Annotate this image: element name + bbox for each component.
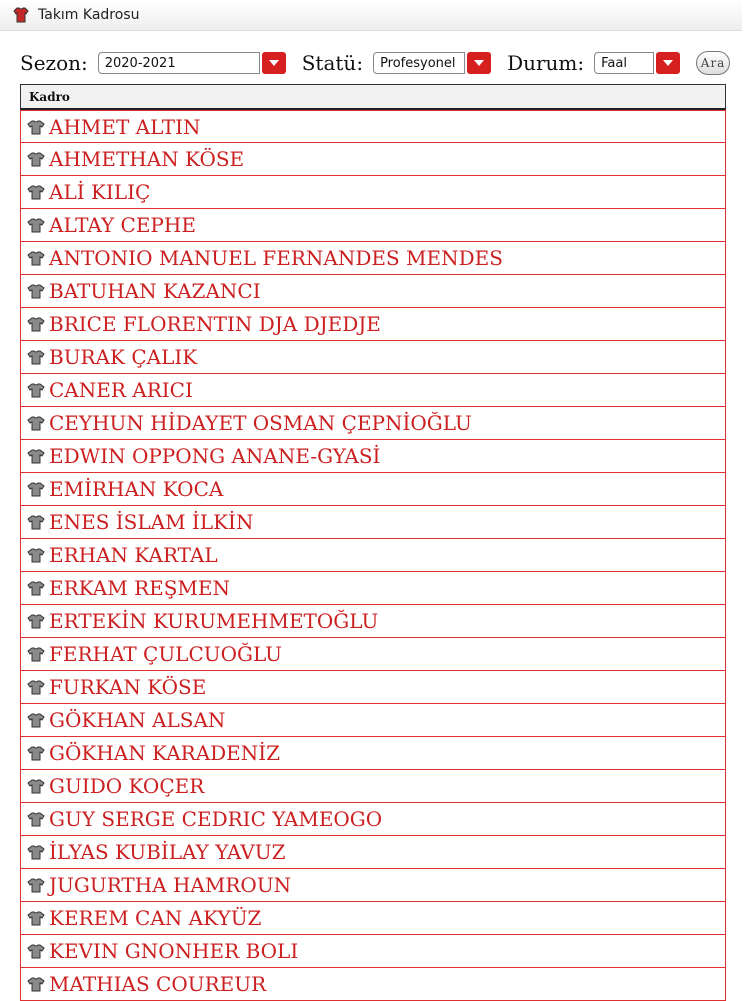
jersey-icon (25, 414, 47, 432)
search-button[interactable]: Ara (696, 51, 730, 75)
table-row[interactable] (20, 572, 726, 605)
table-row[interactable] (20, 242, 726, 275)
player-link[interactable]: EMİRHAN KOCA (49, 477, 224, 501)
status-select[interactable] (373, 52, 491, 74)
player-link[interactable]: İLYAS KUBİLAY YAVUZ (49, 840, 286, 864)
table-header: Kadro (20, 84, 726, 110)
table-row[interactable] (20, 407, 726, 440)
player-link[interactable]: BATUHAN KAZANCI (49, 279, 261, 303)
player-link[interactable]: KEVIN GNONHER BOLI (49, 939, 299, 963)
player-link[interactable]: GUIDO KOÇER (49, 774, 205, 798)
player-list (20, 110, 726, 1001)
player-link[interactable]: FURKAN KÖSE (49, 675, 207, 699)
jersey-icon (25, 183, 47, 201)
table-row[interactable] (20, 308, 726, 341)
table-row[interactable] (20, 539, 726, 572)
player-link[interactable]: CEYHUN HİDAYET OSMAN ÇEPNİOĞLU (49, 411, 472, 435)
player-link[interactable]: FERHAT ÇULCUOĞLU (49, 642, 283, 666)
table-row[interactable] (20, 704, 726, 737)
player-link[interactable]: GUY SERGE CEDRIC YAMEOGO (49, 807, 383, 831)
jersey-icon (25, 744, 47, 762)
jersey-icon (25, 150, 47, 168)
jersey-icon (25, 777, 47, 795)
jersey-icon (25, 216, 47, 234)
jersey-icon (25, 348, 47, 366)
season-select-value[interactable]: 2020-2021 (98, 52, 260, 74)
table-row[interactable] (20, 803, 726, 836)
jersey-icon (25, 678, 47, 696)
table-row[interactable] (20, 374, 726, 407)
table-row[interactable] (20, 968, 726, 1001)
table-row[interactable] (20, 506, 726, 539)
jersey-icon (25, 645, 47, 663)
roster-table (20, 84, 726, 1001)
table-row[interactable] (20, 737, 726, 770)
jersey-icon (25, 480, 47, 498)
jersey-icon (25, 711, 47, 729)
chevron-down-icon[interactable] (656, 52, 680, 74)
player-link[interactable]: GÖKHAN KARADENİZ (49, 741, 281, 765)
table-row[interactable] (20, 440, 726, 473)
table-row[interactable] (20, 770, 726, 803)
table-row[interactable] (20, 638, 726, 671)
jersey-icon (12, 6, 30, 24)
chevron-down-icon[interactable] (262, 52, 286, 74)
season-select[interactable] (98, 52, 286, 74)
filter-row (20, 46, 730, 80)
jersey-icon (25, 579, 47, 597)
jersey-icon (25, 282, 47, 300)
jersey-icon (25, 315, 47, 333)
table-row[interactable] (20, 176, 726, 209)
status-label: Statü: (301, 51, 364, 75)
table-row[interactable] (20, 341, 726, 374)
player-link[interactable]: JUGURTHA HAMROUN (49, 873, 292, 897)
player-link[interactable]: CANER ARICI (49, 378, 193, 402)
jersey-icon (25, 612, 47, 630)
player-link[interactable]: BURAK ÇALIK (49, 345, 198, 369)
table-row[interactable] (20, 605, 726, 638)
player-link[interactable]: ALİ KILIÇ (49, 180, 151, 204)
table-row[interactable] (20, 836, 726, 869)
player-link[interactable]: GÖKHAN ALSAN (49, 708, 226, 732)
player-link[interactable]: MATHIAS COUREUR (49, 972, 267, 996)
jersey-icon (25, 810, 47, 828)
jersey-icon (25, 546, 47, 564)
player-link[interactable]: EDWIN OPPONG ANANE-GYASİ (49, 444, 381, 468)
jersey-icon (25, 975, 47, 993)
table-row[interactable] (20, 209, 726, 242)
jersey-icon (25, 942, 47, 960)
state-select[interactable] (594, 52, 680, 74)
jersey-icon (25, 118, 47, 136)
table-row[interactable] (20, 935, 726, 968)
player-link[interactable]: ALTAY CEPHE (49, 213, 196, 237)
header-bar (0, 0, 742, 31)
jersey-icon (25, 843, 47, 861)
player-link[interactable]: BRICE FLORENTIN DJA DJEDJE (49, 312, 381, 336)
table-row[interactable] (20, 110, 726, 143)
table-row[interactable] (20, 473, 726, 506)
player-link[interactable]: ERKAM REŞMEN (49, 576, 231, 600)
status-select-value[interactable]: Profesyonel (373, 52, 465, 74)
season-label: Sezon: (20, 51, 88, 75)
state-label: Durum: (507, 51, 585, 75)
jersey-icon (25, 909, 47, 927)
player-link[interactable]: ERHAN KARTAL (49, 543, 218, 567)
player-link[interactable]: AHMET ALTIN (49, 114, 201, 139)
jersey-icon (25, 876, 47, 894)
chevron-down-icon[interactable] (467, 52, 491, 74)
player-link[interactable]: ANTONIO MANUEL FERNANDES MENDES (49, 246, 503, 270)
jersey-icon (25, 249, 47, 267)
table-row[interactable] (20, 869, 726, 902)
table-row[interactable] (20, 902, 726, 935)
player-link[interactable]: ENES İSLAM İLKİN (49, 510, 254, 534)
jersey-icon (25, 513, 47, 531)
table-row[interactable] (20, 275, 726, 308)
state-select-value[interactable]: Faal (594, 52, 654, 74)
jersey-icon (25, 447, 47, 465)
table-row[interactable] (20, 143, 726, 176)
page-title: Takım Kadrosu (38, 7, 140, 23)
player-link[interactable]: ERTEKİN KURUMEHMETOĞLU (49, 609, 379, 633)
jersey-icon (25, 381, 47, 399)
player-link[interactable]: KEREM CAN AKYÜZ (49, 906, 262, 930)
table-row[interactable] (20, 671, 726, 704)
player-link[interactable]: AHMETHAN KÖSE (49, 147, 245, 171)
